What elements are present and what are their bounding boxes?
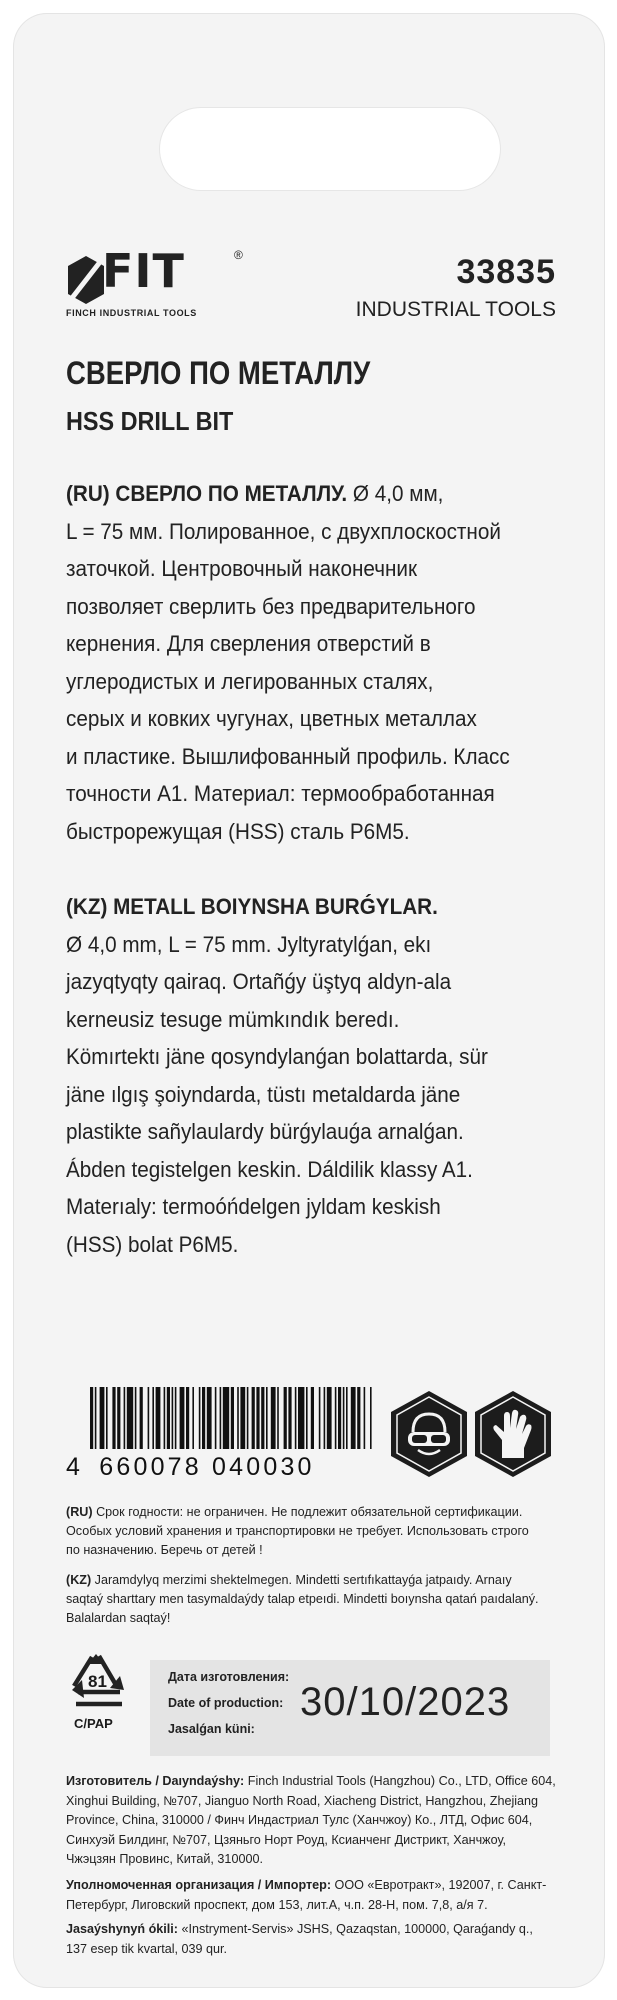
barcode-bar [346,1387,348,1449]
description-kz-line: Kömırtektı jäne qosyndylanǵan bolattarda, sür [66,1044,488,1069]
description-ru-line: (RU) СВЕРЛО ПО МЕТАЛЛУ. Ø 4,0 мм, [66,481,444,506]
barcode-bar [311,1387,314,1449]
barcode-bar [266,1387,268,1449]
hang-hole [160,108,500,190]
barcode-bar [319,1387,321,1449]
barcode-bar [298,1387,304,1449]
recycle-code: C/PAP [74,1716,113,1731]
description-ru-line: L = 75 мм. Полированное, с двухплоскостной [66,518,501,544]
barcode-bar [202,1387,205,1449]
barcode-bar [95,1387,97,1449]
barcode-bar [192,1387,194,1449]
barcode-bar [364,1387,366,1449]
production-date-label-en: Date of production: [168,1696,284,1710]
description-kz-line: jäne ılgış şoiyndarda, tüstı metaldarda jäne [66,1081,461,1107]
barcode-bar [148,1387,150,1449]
production-date-label-kz: Jasalǵan küni: [168,1722,255,1736]
description-kz-line: Materıaly: termoóńdelgen jyldam keskish [66,1194,441,1219]
barcode-bar [231,1387,234,1449]
production-date-value: 30/10/2023 [300,1680,511,1724]
barcode-bar [295,1387,297,1449]
barcode-bar [223,1387,229,1449]
barcode-bar [215,1387,217,1449]
logo-hex-icon [66,254,106,306]
barcode-bar [256,1387,259,1449]
description-ru-line: позволяет сверлить без предварительного [66,593,476,619]
production-date-label-ru: Дата изготовления: [168,1670,290,1684]
description-kz [66,888,566,1263]
barcode-bar [164,1387,166,1449]
production-date-box [150,1660,550,1756]
description-ru-line: точности А1. Материал: термообработанная [66,781,495,806]
barcode-bar [351,1387,356,1449]
description-kz-line: kerneusiz tesuge mümkındık beredı. [66,1006,400,1032]
barcode-bar [335,1387,337,1449]
description-ru-line: серых и ковких чугунах, цветных металлах [66,706,477,731]
shelf-life-ru-tag: (RU) [66,1505,93,1519]
barcode-bar [271,1387,276,1449]
barcode-bar [207,1387,212,1449]
barcode-bar [370,1387,372,1449]
description-kz-line: jazyqtyqty qairaq. Ortañǵy üştyq aldyn-ala [66,969,452,994]
barcode-bar [127,1387,133,1449]
barcode-bar [288,1387,291,1449]
shelf-life-ru: (RU) Срок годности: не ограничен. Не подлежит обязательной сертификации. Особых условий хранения и транспортировки не требует. Использовать строго по назначению. Беречь от детей ! [66,1505,529,1557]
barcode-bar [175,1387,177,1449]
barcode-bar [327,1387,332,1449]
barcode-bar [180,1387,185,1449]
barcode-bar [124,1387,126,1449]
barcode-bar [117,1387,120,1449]
article-number: 33835 [456,253,556,291]
barcode-bar [172,1387,174,1449]
logo-text: FIT [102,244,185,298]
barcode-bar [338,1387,341,1449]
barcode-bar [324,1387,326,1449]
shelf-life-kz-tag: (KZ) [66,1573,92,1587]
barcode-bar [106,1387,108,1449]
barcode-bar [306,1387,308,1449]
description-kz-line: (HSS) bolat P6M5. [66,1231,239,1257]
barcode-bar [112,1387,115,1449]
barcode-bar [152,1387,154,1449]
barcode-bar [247,1387,249,1449]
logo-registered: ® [234,248,243,262]
barcode-first-digit: 4 [66,1453,84,1481]
barcode-bar [90,1387,93,1449]
product-title-ru: СВЕРЛО ПО МЕТАЛЛУ [66,355,371,391]
product-title-en: HSS DRILL BIT [66,406,234,436]
barcode-bar [252,1387,255,1449]
barcode-bar [284,1387,287,1449]
barcode-number [66,1453,315,1482]
barcode-bar [100,1387,105,1449]
logo-subtitle: FINCH INDUSTRIAL TOOLS [66,308,197,318]
goggles-icon [388,1388,470,1480]
description-ru-line: и пластике. Вышлифованный профиль. Класс [66,743,510,769]
description-kz-line: Ø 4,0 mm, L = 75 mm. Jyltyratylǵan, ekı [66,931,432,957]
recycle-number: 81 [88,1672,107,1691]
description-kz-line: Ábden tegistelgen keskin. Dáldilik klassy A1. [66,1156,473,1182]
description-ru-line: заточкой. Центровочный наконечник [66,556,418,581]
barcode-bar [343,1387,345,1449]
manufacturer-info: Изготовитель / Daıyndaýshy: Finch Industrial Tools (Hangzhou) Co., LTD, Office 604, Xinghui Building, №707, Jianguo North Road, Xiacheng District, Hangzhou, Zhejiang Province, China, 310000 / Финч Индастриал Тулс (Ханчжоу) Ко., ЛТД, Офис 604, Синхуэй Билдинг, №707, Цзяньго Норт Роуд, Ксианченг Дистрикт, Ханчжоу, Чжэцзян Провинс, Китай, 310000. [66,1774,556,1866]
barcode-bar [277,1387,279,1449]
barcode-digits: 660078 040030 [99,1453,315,1481]
barcode-bar [237,1387,239,1449]
gloves-icon [472,1388,554,1480]
description-kz-line: plastikte sañylaulardy bürǵylauǵa arnalǵan. [66,1119,464,1144]
barcode-bar [156,1387,161,1449]
barcode-bar [167,1387,170,1449]
importer-info: Уполномоченная организация / Импортер: ООО «Евротракт», 192007, г. Санкт- Петербург, Лиговский проспект, дом 153, лит.А, ч.п. 28-Н, пом. 7,8, а/я 7. [66,1878,547,1912]
industrial-tools-label: INDUSTRIAL TOOLS [355,298,556,321]
barcode-bar [357,1387,360,1449]
barcode-bar [240,1387,245,1449]
barcode-bar [140,1387,143,1449]
barcode-bar [220,1387,222,1449]
kz-representative-info: Jasaýshynyń ókili: «Instryment-Servis» JSHS, Qazaqstan, 100000, Qaraǵandy q., 137 esep tik kvartal, 039 qur. [66,1922,533,1956]
description-ru [66,475,566,850]
barcode-bar [186,1387,189,1449]
description-ru-line: углеродистых и легированных сталях, [66,668,434,694]
description-ru-lead: (RU) СВЕРЛО ПО МЕТАЛЛУ. [66,481,348,506]
description-kz-lead: (KZ) METALL BOIYNSHA BURǴYLAR. [66,894,438,919]
description-ru-line: быстрорежущая (HSS) сталь Р6М5. [66,818,410,844]
barcode-bar [135,1387,137,1449]
shelf-life-kz: (KZ) Jaramdylyq merzimi shektelmegen. Mindetti sertıfıkattayǵa jatpaıdy. Arnaıy saqtaý sharttary men tasymaldaýdy talap etpeıdi. Mindetti boıynsha qatań paıdalaný. Balalardan saqtaý! [66,1573,539,1625]
barcode-bar [199,1387,201,1449]
barcode-bar [261,1387,264,1449]
description-ru-line: кернения. Для сверления отверстий в [66,631,431,656]
brand-logo [66,244,246,320]
recycle-symbol [66,1652,132,1742]
